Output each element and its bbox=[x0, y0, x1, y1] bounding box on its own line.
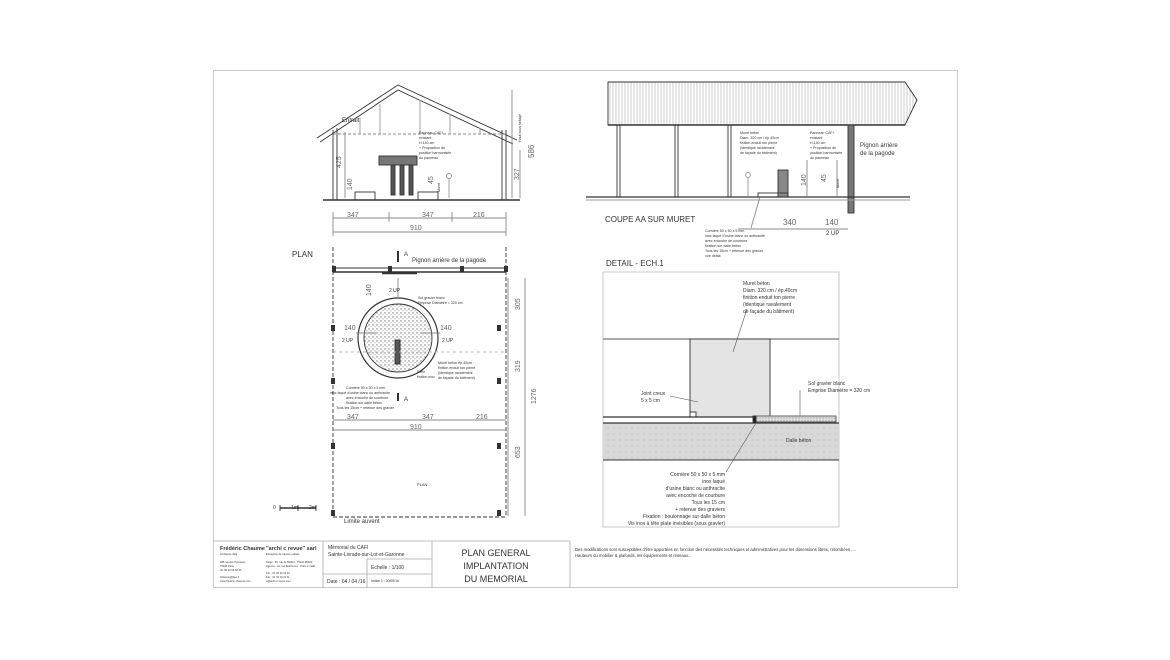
dim-653: 653 bbox=[515, 446, 522, 458]
dim-319: 319 bbox=[515, 360, 522, 372]
svg-text:Muret béton: Muret béton bbox=[740, 131, 760, 135]
svg-text:tél. 06 10 56 56 56: tél. 06 10 56 56 56 bbox=[220, 569, 242, 572]
index-value: Indice 1 : 30/05/16 bbox=[371, 579, 399, 583]
svg-text:Tous les 15cm + retenue des gr: Tous les 15cm + retenue des gravier bbox=[705, 249, 764, 253]
note-muret-section: Muret bbox=[437, 182, 441, 192]
elevation-title: COUPE AA SUR MURET bbox=[605, 215, 696, 224]
svg-text:Muret béton ép.40cm: Muret béton ép.40cm bbox=[438, 361, 472, 365]
svg-text:www.frederic-chaume.com: www.frederic-chaume.com bbox=[220, 580, 251, 583]
dim-327: 327 bbox=[514, 168, 521, 180]
svg-text:Muret béton: Muret béton bbox=[743, 281, 770, 287]
svg-text:inox laqué: inox laqué bbox=[702, 479, 725, 485]
svg-text:Emprise Diamètre = 320 cm: Emprise Diamètre = 320 cm bbox=[418, 301, 463, 305]
marker-a-bottom: A bbox=[404, 397, 409, 403]
svg-text:du panneau: du panneau bbox=[810, 156, 829, 160]
svg-text:Tél. : 01 43 10 10 10: Tél. : 01 43 10 10 10 bbox=[266, 572, 290, 575]
svg-text:voir détail: voir détail bbox=[705, 254, 721, 258]
svg-text:Diam. 320 cm / ép.40cm: Diam. 320 cm / ép.40cm bbox=[740, 136, 779, 140]
svg-text:finition enduit ton pierre: finition enduit ton pierre bbox=[740, 141, 778, 145]
plan-dim-347-b: 347 bbox=[422, 414, 434, 421]
dim-347-a: 347 bbox=[347, 212, 359, 219]
svg-text:Des modifications sont suscept: Des modifications sont susceptibles d'être apportées en fonction des nécessités techniques et administratives pour les dimensions libres, retombées .... bbox=[575, 547, 856, 552]
dim-140-elev: 140 bbox=[801, 174, 808, 186]
note-limite-auvent: Limite auvent bbox=[344, 519, 380, 525]
svg-text:du panneau: du panneau bbox=[419, 156, 438, 160]
dim-140-left: 140 bbox=[344, 325, 356, 332]
svg-text:fchaume@free.fr: fchaume@free.fr bbox=[220, 576, 240, 579]
svg-text:IMPLANTATION: IMPLANTATION bbox=[463, 561, 529, 571]
scale-0: 0 bbox=[273, 505, 276, 511]
svg-text:avec encoche de courbure: avec encoche de courbure bbox=[666, 493, 725, 499]
svg-text:Pignon arrière: Pignon arrière bbox=[860, 143, 898, 149]
svg-text:Cornière 50 x 50 x 5 mm: Cornière 50 x 50 x 5 mm bbox=[705, 229, 745, 233]
company-name: "archi c revue" sarl bbox=[266, 546, 317, 552]
plan-dim-910: 910 bbox=[410, 424, 422, 431]
svg-text:Architecte dplg: Architecte dplg bbox=[220, 553, 238, 556]
scale-2m: 2m bbox=[309, 505, 316, 511]
svg-text:5 x 5 cm: 5 x 5 cm bbox=[641, 398, 660, 404]
svg-text:(identique ravalement: (identique ravalement bbox=[438, 371, 473, 375]
dim-140-right: 140 bbox=[440, 325, 452, 332]
up-top: 2 UP bbox=[389, 288, 401, 294]
svg-text:d'usine blanc ou anthracite: d'usine blanc ou anthracite bbox=[665, 486, 725, 492]
svg-text:a@archi-c-revue.com: a@archi-c-revue.com bbox=[266, 580, 291, 583]
svg-text:inox laqué d'usine blanc ou an: inox laqué d'usine blanc ou anthracite bbox=[330, 391, 391, 395]
architect-details bbox=[220, 552, 251, 583]
dim-45-elev: 45 bbox=[821, 174, 828, 182]
dim-1276: 1276 bbox=[531, 388, 538, 404]
up-left: 2 UP bbox=[342, 338, 354, 344]
dim-340-elev: 340 bbox=[783, 218, 797, 227]
label-plan-inner: PLAN bbox=[417, 482, 428, 487]
svg-text:Hauteurs du mobilier & plafond: Hauteurs du mobilier & plafonds, les équipements et réseaux... bbox=[575, 553, 692, 558]
svg-text:fixation sur dalle béton: fixation sur dalle béton bbox=[705, 244, 741, 248]
svg-text:Emprise Diamètre = 320 cm: Emprise Diamètre = 320 cm bbox=[808, 388, 871, 394]
svg-text:385 rue des Pyrénées: 385 rue des Pyrénées bbox=[220, 561, 246, 564]
svg-text:Fixation : boulonnage sur dall: Fixation : boulonnage sur dalle béton bbox=[642, 514, 725, 520]
dim-305: 305 bbox=[515, 298, 522, 310]
svg-text:avec encoche de courbure: avec encoche de courbure bbox=[346, 396, 389, 400]
svg-text:(identique ravalement: (identique ravalement bbox=[743, 302, 792, 308]
project-line1: Mémorial du CAFI bbox=[328, 545, 369, 551]
dim-586: 586 bbox=[527, 144, 536, 158]
note-pignon-plan: Pignon arrière de la pagode bbox=[412, 258, 487, 264]
svg-text:Entreprise de travaux publics: Entreprise de travaux publics bbox=[266, 553, 300, 556]
svg-text:existant: existant bbox=[419, 136, 432, 140]
plan-title: PLAN bbox=[292, 250, 313, 259]
scale-value: Echelle : 1/100 bbox=[371, 565, 405, 571]
disclaimer-note bbox=[575, 547, 856, 558]
svg-text:75020 Paris: 75020 Paris bbox=[220, 565, 234, 568]
svg-text:Vis inox à tête plate invisibl: Vis inox à tête plate invisibles (sous gravier) bbox=[627, 521, 725, 527]
svg-text:Sol gravier blanc: Sol gravier blanc bbox=[808, 381, 846, 387]
svg-text:H.140 cm: H.140 cm bbox=[810, 141, 826, 145]
svg-text:Cornière 50 x 50 x 5 mm: Cornière 50 x 50 x 5 mm bbox=[346, 386, 386, 390]
plan-dim-216: 216 bbox=[476, 414, 488, 421]
svg-text:de façade du bâtiment): de façade du bâtiment) bbox=[438, 376, 475, 380]
svg-text:Siège : 56, rue de Belfort · 7: Siège : 56, rue de Belfort · 75011 PARIS bbox=[266, 561, 313, 564]
detail-title: DETAIL - ECH.1 bbox=[606, 259, 664, 268]
svg-text:Stèle: Stèle bbox=[417, 370, 426, 374]
svg-text:PLAN GENERAL: PLAN GENERAL bbox=[461, 548, 531, 558]
label-entrait: Entrait bbox=[342, 118, 360, 124]
up-elev: 2 UP bbox=[826, 231, 840, 237]
svg-text:finition enduit ton pierre: finition enduit ton pierre bbox=[743, 295, 795, 301]
svg-text:Panneau CAFI: Panneau CAFI bbox=[419, 131, 443, 135]
note-dalle-detail: Dalle béton bbox=[786, 438, 812, 444]
dim-216: 216 bbox=[473, 212, 485, 219]
date-value: Date : 04 / 04 /16 bbox=[327, 579, 366, 585]
scale-1m: 1m bbox=[291, 505, 298, 511]
plan-dim-347-a: 347 bbox=[347, 414, 359, 421]
svg-text:Agence : 2a, rue Beethoven · P: Agence : 2a, rue Beethoven · Paris 2 mails bbox=[266, 565, 316, 568]
architect-name: Frédéric Chaume bbox=[220, 546, 265, 552]
svg-text:Cornière 50 x 50 x 5 mm: Cornière 50 x 50 x 5 mm bbox=[670, 472, 725, 478]
dim-425: 425 bbox=[336, 156, 343, 168]
svg-text:de la pagode: de la pagode bbox=[860, 151, 895, 157]
svg-text:+ Proposition de: + Proposition de bbox=[810, 146, 837, 150]
svg-text:DU MEMORIAL: DU MEMORIAL bbox=[464, 574, 528, 584]
svg-text:position harmonisée: position harmonisée bbox=[419, 151, 452, 155]
svg-text:Sol gravier blanc: Sol gravier blanc bbox=[418, 296, 445, 300]
svg-text:position harmonisée: position harmonisée bbox=[810, 151, 843, 155]
svg-text:+ retenue des graviers: + retenue des graviers bbox=[675, 507, 725, 513]
svg-text:Tous les 15 cm: Tous les 15 cm bbox=[691, 500, 725, 506]
svg-text:Fax : 01 43 10 10 11: Fax : 01 43 10 10 11 bbox=[266, 576, 290, 579]
dim-140-top: 140 bbox=[366, 284, 373, 296]
svg-text:de façade du bâtiment): de façade du bâtiment) bbox=[743, 309, 795, 315]
svg-text:avec encoche de courbure: avec encoche de courbure bbox=[705, 239, 748, 243]
svg-text:de façade du bâtiment): de façade du bâtiment) bbox=[740, 151, 777, 155]
project-line2: Sainte-Livrade-sur-Lot-et-Garonne bbox=[328, 552, 405, 558]
svg-text:H.140 cm: H.140 cm bbox=[419, 141, 435, 145]
note-sous-faitage: Haut sous faîtage bbox=[518, 113, 522, 142]
svg-text:Diam. 320 cm / ép.40cm: Diam. 320 cm / ép.40cm bbox=[743, 288, 798, 294]
note-muret-vertical: Muret bbox=[836, 178, 840, 188]
svg-text:(identique ravalement: (identique ravalement bbox=[740, 146, 775, 150]
dim-347-b: 347 bbox=[422, 212, 434, 219]
dim-45: 45 bbox=[428, 176, 435, 184]
dim-140: 140 bbox=[347, 178, 354, 190]
drawing-title bbox=[461, 548, 530, 584]
svg-text:+ Proposition de: + Proposition de bbox=[419, 146, 446, 150]
svg-text:existant: existant bbox=[810, 136, 823, 140]
svg-text:finition inox: finition inox bbox=[417, 375, 435, 379]
up-right: 2 UP bbox=[442, 338, 454, 344]
svg-text:Panneau CAFI: Panneau CAFI bbox=[810, 131, 834, 135]
marker-a-top: A bbox=[404, 252, 409, 258]
dim-140b-elev: 140 bbox=[825, 218, 839, 227]
dim-910: 910 bbox=[410, 225, 422, 232]
svg-text:fixation sur dalle béton: fixation sur dalle béton bbox=[346, 401, 382, 405]
svg-text:finition enduit ton pierre: finition enduit ton pierre bbox=[438, 366, 476, 370]
company-details bbox=[266, 552, 316, 583]
svg-text:Tous les 15cm + retenue des gr: Tous les 15cm + retenue des gravier bbox=[336, 406, 395, 410]
svg-text:Joint creux: Joint creux bbox=[641, 391, 666, 397]
svg-text:inox laqué d'usine blanc ou an: inox laqué d'usine blanc ou anthracite bbox=[705, 234, 766, 238]
